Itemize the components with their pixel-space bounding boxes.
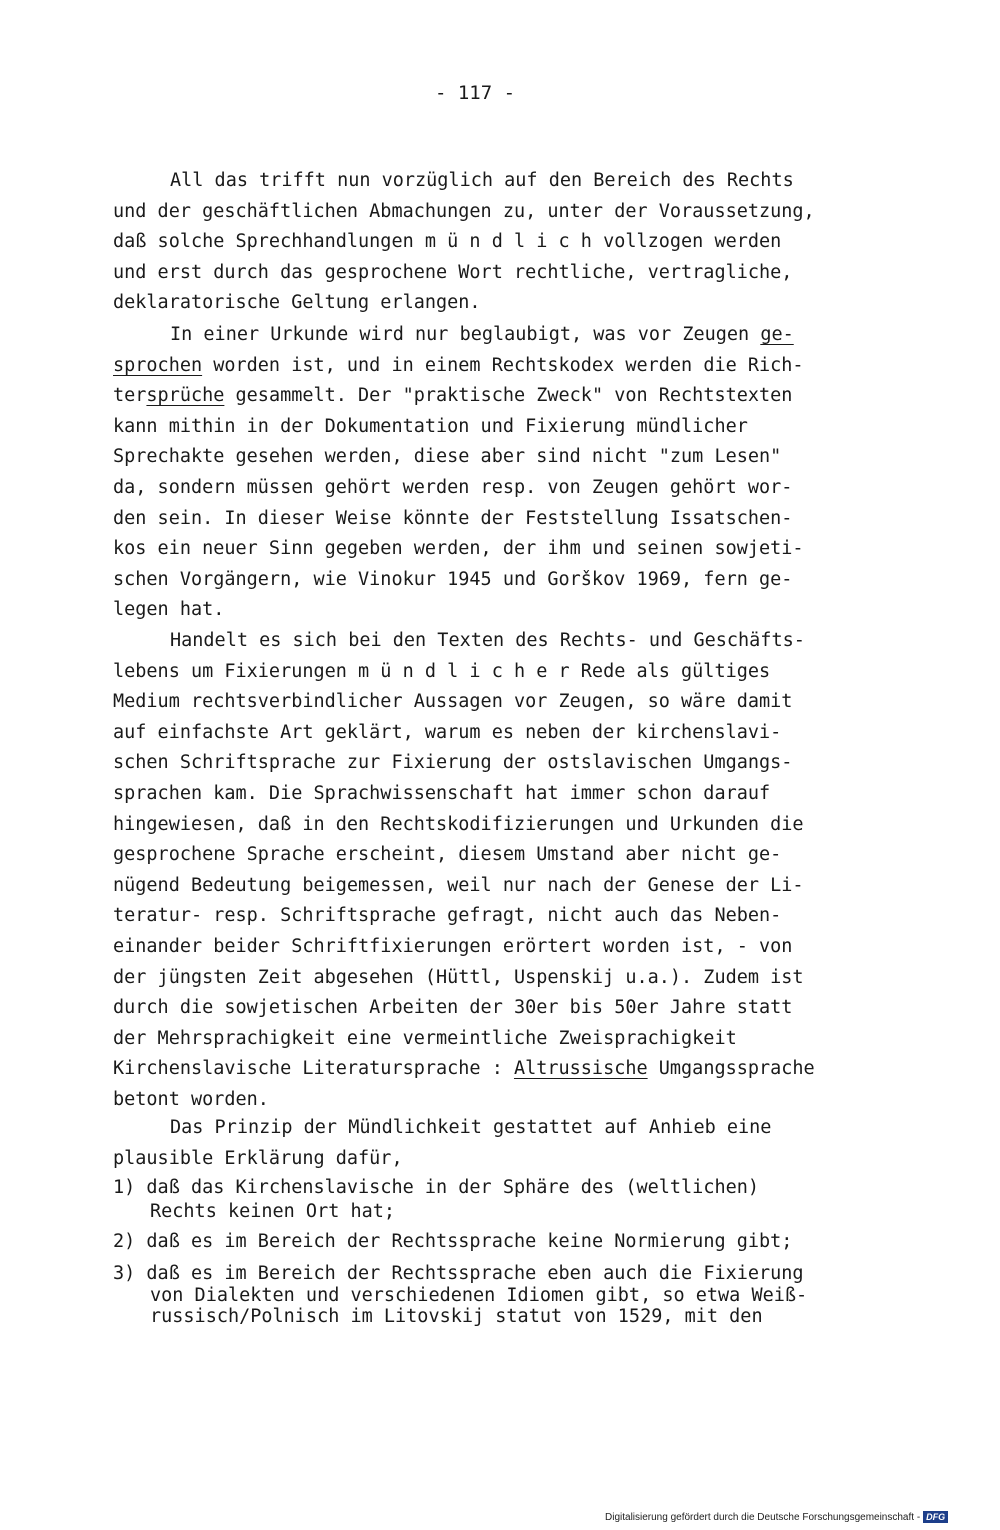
text-line: kos ein neuer Sinn gegeben werden, der ihm und seinen sowjeti- — [113, 538, 804, 560]
text-segment: Umgangssprache — [647, 1058, 815, 1080]
text-line: durch die sowjetischen Arbeiten der 30er bis 50er Jahre statt — [113, 997, 793, 1019]
text-line: den sein. In dieser Weise könnte der Feststellung Issatschen- — [113, 507, 793, 529]
text-line: der Mehrsprachigkeit eine vermeintliche Zweisprachigkeit — [113, 1027, 737, 1049]
text-segment: gesammelt. Der "praktische Zweck" von Rechtstexten — [224, 385, 793, 407]
text-line: hingewiesen, daß in den Rechtskodifizierungen und Urkunden die — [113, 813, 804, 835]
text-line: Rechts keinen Ort hat; — [150, 1201, 396, 1222]
paragraph-3 — [113, 626, 883, 1116]
text-line: Das Prinzip der Mündlichkeit gestattet auf Anhieb eine — [170, 1117, 772, 1138]
text-segment: worden ist, und in einem Rechtskodex werden die Rich- — [202, 354, 804, 376]
text-line: legen hat. — [113, 599, 225, 621]
text-segment: ter — [113, 385, 147, 407]
text-line: von Dialekten und verschiedenen Idiomen gibt, so etwa Weiß- — [150, 1285, 808, 1306]
list-item — [113, 1230, 883, 1254]
text-line — [113, 351, 883, 382]
text-line: deklaratorische Geltung erlangen. — [113, 292, 481, 314]
text-line: auf einfachste Art geklärt, warum es neben der kirchenslavi- — [113, 721, 782, 743]
text-line — [113, 1176, 883, 1200]
list-number: 3) — [113, 1263, 136, 1284]
numbered-list — [113, 1176, 883, 1328]
text-line: Sprechakte gesehen werden, diese aber sind nicht "zum Lesen" — [113, 446, 782, 468]
paragraph-4 — [113, 1113, 883, 1174]
text-line: der jüngsten Zeit abgesehen (Hüttl, Uspenskij u.a.). Zudem ist — [113, 966, 804, 988]
text-line: nügend Bedeutung beigemessen, weil nur nach der Genese der Li- — [113, 874, 804, 896]
paragraph-2 — [113, 320, 883, 626]
text-line: da, sondern müssen gehört werden resp. von Zeugen gehört wor- — [113, 476, 793, 498]
list-item — [113, 1176, 883, 1224]
page-number: - 117 - — [434, 82, 516, 104]
text-line: und der geschäftlichen Abmachungen zu, unter der Voraussetzung, — [113, 200, 815, 222]
text-line: plausible Erklärung dafür, — [113, 1147, 403, 1169]
text-line: betont worden. — [113, 1088, 269, 1110]
text-line: teratur- resp. Schriftsprache gefragt, nicht auch das Neben- — [113, 905, 782, 927]
text-line: einander beider Schriftfixierungen erörtert worden ist, - von — [113, 935, 793, 957]
text-segment: daß es im Bereich der Rechtssprache eben auch die Fixierung — [146, 1263, 804, 1284]
underlined-text: ge- — [760, 324, 794, 345]
digitization-footer — [605, 1511, 995, 1523]
text-line: All das trifft nun vorzüglich auf den Bereich des Rechts — [170, 170, 794, 191]
list-number: 1) — [113, 1177, 136, 1198]
text-segment: In einer Urkunde wird nur beglaubigt, was vor Zeugen — [170, 324, 761, 345]
text-line: Medium rechtsverbindlicher Aussagen vor Zeugen, so wäre damit — [113, 691, 793, 713]
text-line — [113, 320, 883, 351]
footer-text: Digitalisierung gefördert durch die Deutsche Forschungsgemeinschaft - — [605, 1512, 921, 1523]
text-line: sprachen kam. Die Sprachwissenschaft hat immer schon darauf — [113, 782, 771, 804]
paragraph-1 — [113, 166, 883, 319]
text-line — [113, 1054, 883, 1085]
text-line: schen Schriftsprache zur Fixierung der ostslavischen Umgangs- — [113, 752, 793, 774]
text-line: lebens um Fixierungen m ü n d l i c h e r Rede als gültiges — [113, 660, 771, 682]
dfg-logo: DFG — [923, 1511, 948, 1523]
underlined-text: Altrussische — [513, 1058, 648, 1080]
text-line: und erst durch das gesprochene Wort rechtliche, vertragliche, — [113, 261, 793, 283]
text-line — [113, 1230, 883, 1254]
text-segment: Kirchenslavische Literatursprache : — [113, 1058, 514, 1080]
underlined-text: sprüche — [146, 385, 225, 407]
text-line: schen Vorgängern, wie Vinokur 1945 und Gorškov 1969, fern ge- — [113, 568, 793, 590]
text-segment: daß das Kirchenslavische in der Sphäre des (weltlichen) — [146, 1177, 760, 1198]
text-line — [113, 1262, 883, 1286]
text-line: daß solche Sprechhandlungen m ü n d l i c h vollzogen werden — [113, 231, 782, 253]
text-line — [113, 381, 883, 412]
list-item — [113, 1262, 883, 1328]
text-line: Handelt es sich bei den Texten des Rechts- und Geschäfts- — [170, 630, 805, 651]
text-line: russisch/Polnisch im Litovskij statut von 1529, mit den — [150, 1306, 763, 1327]
text-line: kann mithin in der Dokumentation und Fixierung mündlicher — [113, 415, 748, 437]
underlined-text: sprochen — [113, 354, 203, 376]
list-number: 2) — [113, 1231, 136, 1252]
text-segment: daß es im Bereich der Rechtssprache keine Normierung gibt; — [146, 1231, 793, 1252]
text-line: gesprochene Sprache erscheint, diesem Umstand aber nicht ge- — [113, 844, 782, 866]
